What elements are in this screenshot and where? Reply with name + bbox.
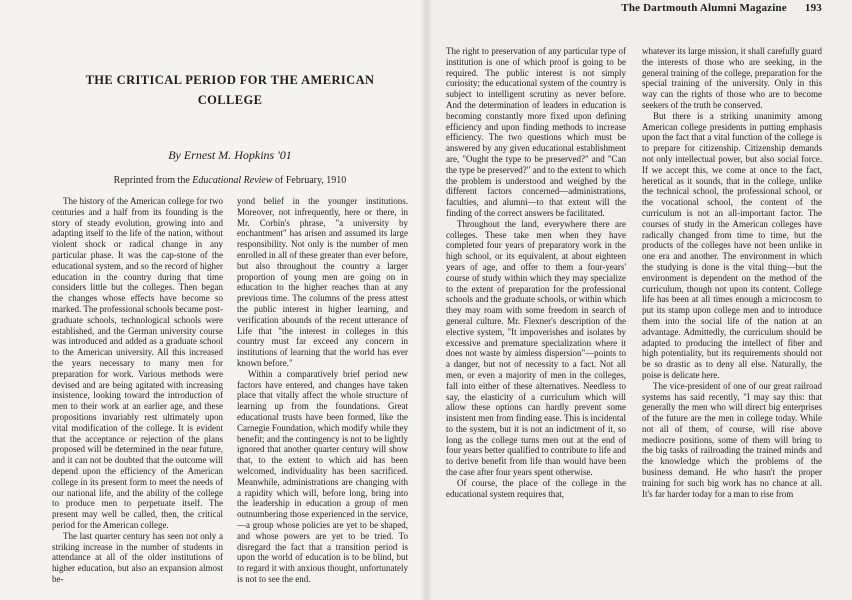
- paragraph: But there is a striking unanimity among American college presidents in putting emphasis upon the fact that a vital function of the college is to prepare for citizenship. Citizenship demands not only intellectual power, but also social force. If we accept this, we come at once to the fact, heretical as it sounds, that in the college, unlike the technical school, the professional school, or the vocational school, the content of the curriculum is not an all-important factor. The courses of study in the American colleges have radically changed from time to time, but the products of the colleges have not been unlike in one era and another. The environment in which the studying is done is the vital thing—but the environment is dependent on the method of the curriculum, though not upon its content. College life has been at all times enough a microcosm to put its stamp upon college men and to introduce them into the social life of the nation at an advantage. Admittedly, the curriculum should be adapted to producing the intellect of fiber and high potentiality, but its requirements should not be so drastic as to deny all else. Naturally, the poise is delicate here.: [642, 110, 822, 380]
- paragraph: yond belief in the younger institutions. Moreover, not infrequently, here or there, in Mr. Corbin's phrase, "a university by enchantment" has arisen and assumed its large responsibility. Not only is the number of men enrolled in all of these greater than ever before, but also throughout the country a larger proportion of young men are going on in education to the higher reaches than at any previous time. The columns of the press attest the public interest in higher learning, and verification abounds of the recent utterance of Life that "the interest in colleges in this country must far exceed any concern in institutions of learning that the world has ever known before.": [237, 196, 408, 368]
- article-title-line2: COLLEGE: [197, 93, 263, 107]
- right-page: [426, 0, 852, 600]
- paragraph: Within a comparatively brief period new factors have entered, and changes have taken place that vitally affect the whole structure of learning up from the foundations. Great educational trusts have been formed, like the Carnegie Foundation, which modify while they benefit; and the contingency is not to be lightly ignored that another quarter century will show that, to the extent to which aid has been welcomed, individuality has been sacrificed. Meanwhile, administrations are changing with a rapidity which will, before long, bring into the leadership in education a group of men outnumbering those experienced in the service,—a group whose policies are yet to be shaped, and whose powers are yet to be tried. To disregard the fact that a transition period is upon the world of education is to be blind, but to regard it with anxious thought, unfortunately is not to see the end.: [237, 368, 408, 584]
- text-column-4: [642, 46, 822, 499]
- running-head: [621, 2, 822, 14]
- page-gutter: [420, 0, 432, 600]
- reprint-suffix: of February, 1910: [275, 175, 347, 186]
- paragraph: The vice-president of one of our great railroad systems has said recently, "I may say this: that generally the men who will direct big enterprises of the future are the men in college today. While not all of them, of course, will rise above mediocre positions, some of them will bring to the big tasks of railroading the trained minds and the knowledge which the problems of the business demand. He who hasn't the proper training for such big work has no chance at all. It's far harder today for a man to rise from: [642, 380, 822, 499]
- magazine-name: The Dartmouth Alumni Magazine: [621, 2, 787, 14]
- reprint-journal: Educational Review: [192, 175, 273, 186]
- article-title: [52, 70, 408, 110]
- text-column-2: [237, 196, 408, 585]
- paragraph: Of course, the place of the college in the educational system requires that,: [446, 477, 626, 499]
- page-number: 193: [804, 2, 822, 14]
- paragraph: The right to preservation of any particular type of institution is one of which proof is going to be required. The public interest is not simply curiosity; the educational system of the country is subject to intelligent scrutiny as never before. And the determination of leaders in education is becoming constantly more fixed upon defining efficiency and upon finding methods to increase efficiency. The two questions which must be answered by any given educational establishment are, "Ought the type to be preserved?" and "Can the type be preserved?" and to the extent to which the problem is understood and weighed by the different factors concerned—administrations, faculties, and alumni—to that extent will the finding of the correct answers be facilitated.: [446, 46, 626, 218]
- paragraph: whatever its large mission, it shall carefully guard the interests of those who are seeking, in the general training of the college, preparation for the special training of the university. Only in this way can the rights of those who are to become seekers of the truth be conserved.: [642, 46, 822, 110]
- paragraph: The last quarter century has seen not only a striking increase in the number of students in attendance at all of the older institutions of higher education, but also an expansion almost be-: [52, 530, 223, 584]
- paragraph: Throughout the land, everywhere there are colleges. These take men when they have completed four years of preparatory work in the high school, or its equivalent, at about eighteen years of age, and offer to them a four-years' course of study within which they may specialize to the extent of preparation for the professional schools and the graduate schools, or within which they may roam with some freedom in search of general culture. Mr. Flexner's description of the elective system, "It impoverishes and isolates by excessive and premature specialization where it does not waste by aimless dispersion"—points to a danger, but not of necessity to a fact. Not all men, or even a majority of men in the colleges, fall into either of these alternatives. Needless to say, the elasticity of a curriculum which will allow these options can hardly prevent some insistent men from finding ease. This is incidental to the system, but it is not an indictment of it, so long as the college turns men out at the end of four years better qualified to contribute to life and to derive benefit from life than would have been the case after four years spent otherwise.: [446, 218, 626, 478]
- article-title-line1: THE CRITICAL PERIOD FOR THE AMERICAN: [85, 73, 375, 87]
- reprint-note: [52, 175, 408, 186]
- reprint-prefix: Reprinted from the: [113, 175, 190, 186]
- left-page-columns: [52, 196, 408, 585]
- text-column-1: [52, 196, 223, 585]
- paragraph: The history of the American college for two centuries and a half from its founding is the story of steady evolution, growing into and adapting itself to the life of the nation, without violent shock or radical change in any particular phase. It was the cap-stone of the educational system, and so the record of higher education in the country during that time considers little but the colleges. Then began the changes whose effects have become so marked. The professional schools became post-graduate schools, technological schools were established, and the German university course was introduced and added as a graduate school to the American university. All this increased the years necessary to many men for preparation for work. Various methods were devised and are being agitated with increasing insistence, looking toward the introduction of men to their work at an earlier age, and these propositions invariably rest ultimately upon vital modification of the college. It is evident that the acceptance or rejection of the plans proposed will be determined in the near future, and it can not be doubted that the outcome will depend upon the efficiency of the American college in its present form to meet the needs of our national life, and the ability of the college to produce men to perpetuate itself. The present may well be called, then, the critical period for the American college.: [52, 196, 223, 530]
- text-column-3: [446, 46, 626, 499]
- right-page-columns: [446, 46, 822, 499]
- byline: By Ernest M. Hopkins '01: [168, 148, 292, 162]
